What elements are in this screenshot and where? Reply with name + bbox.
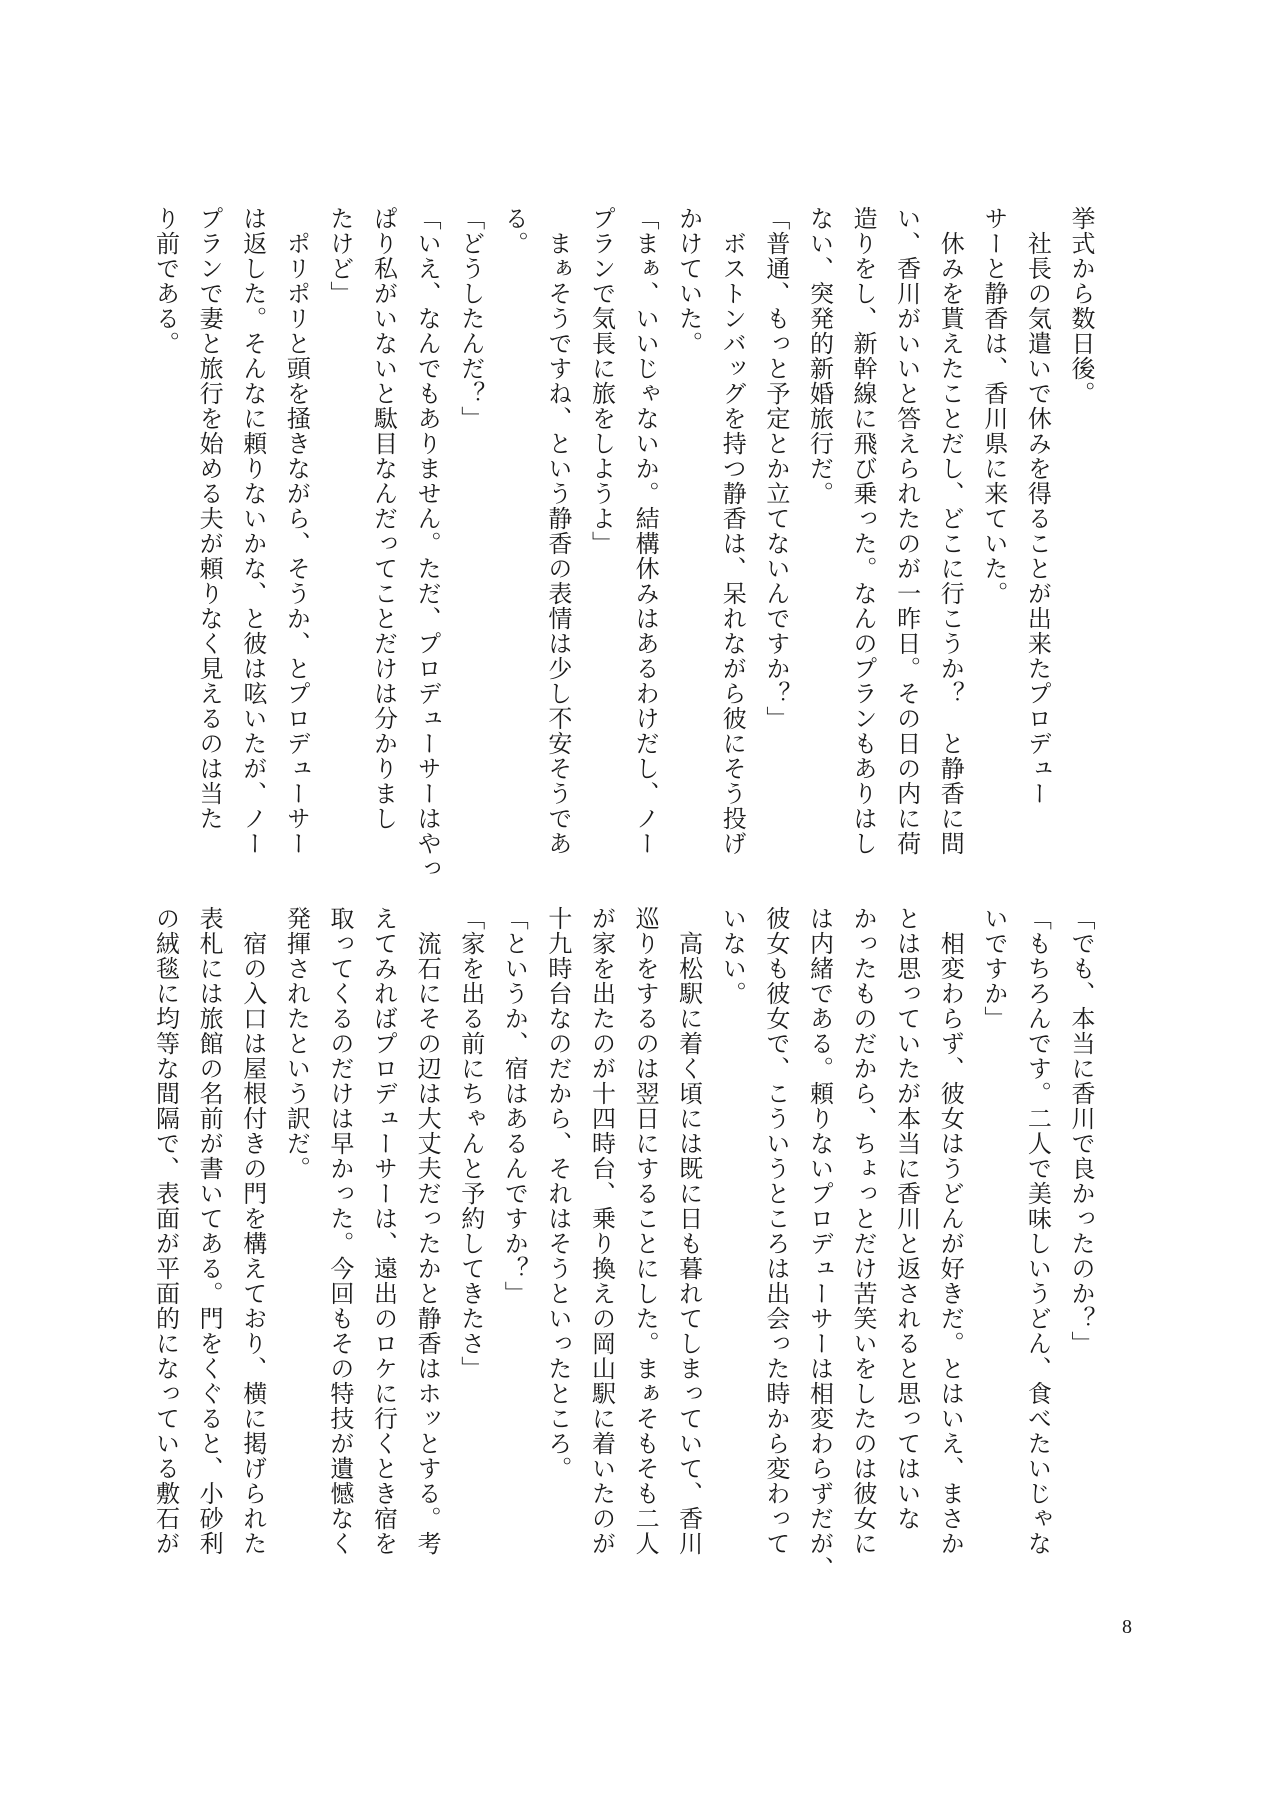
text-line: 相変わらず、彼女はうどんが好きだ。とはいえ、まさか: [936, 906, 965, 1556]
text-line: 「家を出る前にちゃんと予約してきたさ」: [456, 906, 485, 1381]
text-line: 社長の気遣いで休みを得ることが出来たプロデュー: [1023, 206, 1052, 806]
text-line: の絨毯に均等な間隔で、表面が平面的になっている敷石が: [151, 906, 180, 1556]
page-number: 8: [1122, 1616, 1132, 1638]
text-line: 巡りをするのは翌日にすることにした。まぁそもそも二人: [631, 906, 660, 1556]
text-block-bottom: [142, 906, 1102, 1581]
text-line: プランで妻と旅行を始める夫が頼りなく見えるのは当た: [195, 206, 224, 831]
text-block-top: [142, 206, 1102, 881]
text-line: る。: [500, 206, 529, 256]
text-line: いですか」: [979, 906, 1008, 1031]
text-line: 休みを貰えたことだし、どこに行こうか？ と静香に問: [936, 206, 965, 856]
text-line: 「まぁ、いいじゃないか。結構休みはあるわけだし、ノー: [631, 206, 660, 856]
text-line: ぱり私がいないと駄目なんだってことだけは分かりまし: [369, 206, 398, 831]
text-line: かったものだから、ちょっとだけ苦笑いをしたのは彼女に: [849, 906, 878, 1556]
text-line: 彼女も彼女で、こういうところは出会った時から変わって: [761, 906, 790, 1556]
text-line: 「というか、宿はあるんですか？」: [500, 906, 529, 1306]
text-line: い、香川がいいと答えられたのが一昨日。その日の内に荷: [892, 206, 921, 856]
text-line: 挙式から数日後。: [1067, 206, 1095, 406]
text-line: まぁそうですね、という静香の表情は少し不安そうであ: [543, 206, 572, 856]
text-line: 「もちろんです。二人で美味しいうどん、食べたいじゃな: [1023, 906, 1052, 1556]
text-line: 表札には旅館の名前が書いてある。門をくぐると、小砂利: [195, 906, 224, 1556]
text-line: 高松駅に着く頃には既に日も暮れてしまっていて、香川: [674, 906, 703, 1556]
text-line: 「どうしたんだ？」: [456, 206, 485, 431]
text-line: プランで気長に旅をしようよ」: [587, 206, 616, 556]
text-line: いない。: [718, 906, 747, 1006]
text-line: とは思っていたが本当に香川と返されると思ってはいな: [892, 906, 921, 1531]
text-line: 「でも、本当に香川で良かったのか？」: [1067, 906, 1095, 1356]
text-line: 造りをし、新幹線に飛び乗った。なんのプランもありはし: [849, 206, 878, 856]
text-line: 「いえ、なんでもありません。ただ、プロデューサーはやっ: [413, 206, 442, 881]
text-line: えてみればプロデューサーは、遠出のロケに行くとき宿を: [369, 906, 398, 1556]
text-line: かけていた。: [674, 206, 703, 356]
text-line: り前である。: [151, 206, 180, 356]
text-line: 取ってくるのだけは早かった。今回もその特技が遺憾なく: [325, 906, 354, 1556]
text-line: 発揮されたという訳だ。: [282, 906, 311, 1181]
text-line: 「普通、もっと予定とか立てないんですか？」: [761, 206, 790, 731]
text-line: ボストンバッグを持つ静香は、呆れながら彼にそう投げ: [718, 206, 747, 856]
text-line: 宿の入口は屋根付きの門を構えており、横に掲げられた: [238, 906, 267, 1556]
text-line: 十九時台なのだから、それはそうといったところ。: [543, 906, 572, 1481]
text-line: ポリポリと頭を掻きながら、そうか、とプロデューサー: [282, 206, 311, 856]
text-line: 流石にその辺は大丈夫だったかと静香はホッとする。考: [413, 906, 442, 1556]
text-line: が家を出たのが十四時台、乗り換えの岡山駅に着いたのが: [587, 906, 616, 1556]
text-line: ない、突発的新婚旅行だ。: [805, 206, 834, 506]
text-line: たけど」: [325, 206, 354, 306]
text-line: は内緒である。頼りないプロデューサーは相変わらずだが、: [805, 906, 834, 1581]
text-line: は返した。そんなに頼りないかな、と彼は呟いたが、ノー: [238, 206, 267, 856]
text-line: サーと静香は、香川県に来ていた。: [979, 206, 1008, 606]
